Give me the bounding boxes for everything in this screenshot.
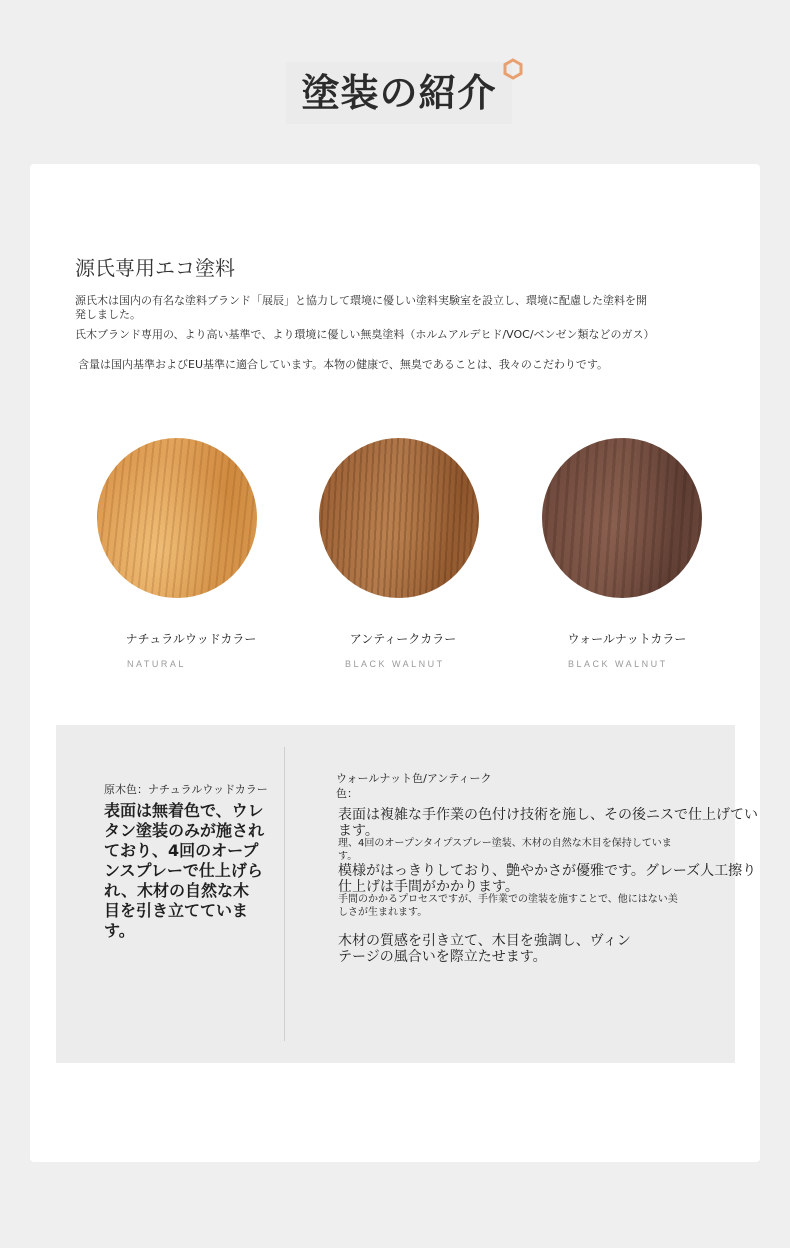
natural-finish-label: 原木色：ナチュラルウッドカラー <box>104 783 268 796</box>
swatch-subtitle: BLACK WALNUT <box>568 659 668 669</box>
swatch-name: アンティークカラー <box>349 632 457 646</box>
walnut-finish-text-3: 模様がはっきりしており、艶やかさが優雅です。グレーズ人工擦り仕上げは手間がかかります。 <box>338 863 757 895</box>
natural-wood-swatch <box>97 438 257 598</box>
page-header <box>0 0 790 164</box>
walnut-finish-text-5: 木材の質感を引き立て、木目を強調し、ヴィンテージの風合いを際立たせます。 <box>338 933 631 965</box>
swatch-subtitle: NATURAL <box>127 659 186 669</box>
swatch-natural <box>87 438 267 669</box>
content-card <box>30 164 760 1162</box>
intro-paragraph-2: 氏木ブランド専用の、より高い基準で、より環境に優しい無臭塗料（ホルムアルデヒド/VOC/ベンゼン類などのガス） <box>75 328 655 341</box>
walnut-finish-text-4: 手間のかかるプロセスですが、手作業での塗装を施すことで、他にはない美しさが生まれます。 <box>338 894 678 918</box>
page-title: 塗装の紹介 <box>286 62 512 124</box>
section-heading: 源氏専用エコ塗料 <box>75 256 235 280</box>
natural-finish-description: 表面は無着色で、ウレタン塗装のみが施されており、4回のオープンスプレーで仕上げられ、木材の自然な木目を引き立てています。 <box>104 801 265 940</box>
hexagon-icon <box>502 58 524 80</box>
swatch-walnut <box>532 438 712 669</box>
walnut-finish-text-1: 表面は複雑な手作業の色付け技術を施し、その後ニスで仕上げています。 <box>338 807 758 839</box>
walnut-finish-text-2: 理、4回のオープンタイプスプレー塗装、木材の自然な木目を保持しています。 <box>338 838 672 862</box>
walnut-finish-label: ウォールナット色/アンティーク色： <box>336 772 492 800</box>
swatch-subtitle: BLACK WALNUT <box>345 659 445 669</box>
swatch-antique <box>309 438 489 669</box>
antique-wood-swatch <box>319 438 479 598</box>
swatch-name: ウォールナットカラー <box>567 632 687 646</box>
finish-details-box <box>56 725 758 1063</box>
swatch-name: ナチュラルウッドカラー <box>125 632 257 646</box>
intro-paragraph-3: 含量は国内基準およびEU基準に適合しています。本物の健康で、無臭であることは、我々のこだわりです。 <box>78 358 609 371</box>
column-divider <box>284 747 285 1041</box>
intro-paragraph-1: 源氏木は国内の有名な塗料ブランド「展辰」と協力して環境に優しい塗料実験室を設立し、環境に配慮した塗料を開発しました。 <box>75 294 647 321</box>
walnut-wood-swatch <box>542 438 702 598</box>
